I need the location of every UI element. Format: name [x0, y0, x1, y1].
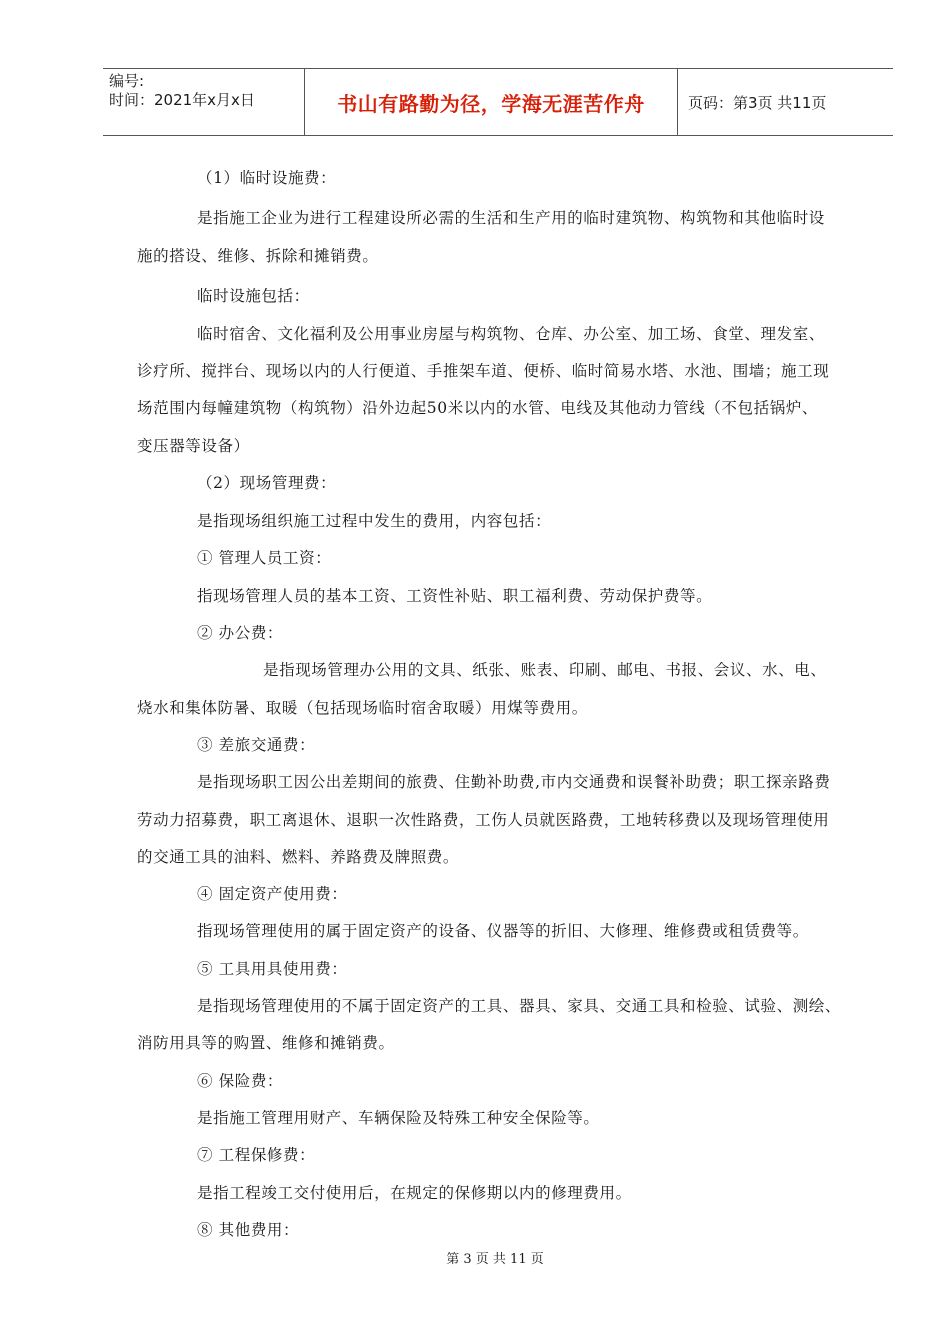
paragraph-line: 是指现场职工因公出差期间的旅费、住勤补助费,市内交通费和误餐补助费；职工探亲路费 — [197, 773, 831, 791]
header-slogan: 书山有路勤为径，学海无涯苦作舟 — [337, 91, 645, 116]
paragraph-line: 劳动力招募费，职工离退休、退职一次性路费，工伤人员就医路费，工地转移费以及现场管理使用 — [137, 811, 830, 829]
header-meta — [103, 69, 304, 135]
list-item-heading: ⑤ 工具用具使用费： — [197, 960, 348, 978]
paragraph-line: 是指施工管理用财产、车辆保险及特殊工种安全保险等。 — [197, 1109, 600, 1127]
header-page-info: 页码：第3页 共11页 — [688, 93, 827, 112]
list-item-heading: ⑦ 工程保修费： — [197, 1146, 316, 1164]
paragraph-line: 是指工程竣工交付使用后，在规定的保修期以内的修理费用。 — [197, 1184, 632, 1202]
paragraph-line: 消防用具等的购置、维修和摊销费。 — [137, 1034, 395, 1052]
paragraph-line: 是指现场组织施工过程中发生的费用，内容包括： — [197, 512, 552, 530]
date-label: 时间：2021年x月x日 — [109, 91, 255, 109]
list-item-heading: ⑧ 其他费用： — [197, 1221, 300, 1239]
paragraph-line: 场范围内每幢建筑物（构筑物）沿外边起50米以内的水管、电线及其他动力管线（不包括锅炉、 — [137, 399, 819, 417]
paragraph-line: 的交通工具的油料、燃料、养路费及牌照费。 — [137, 848, 460, 866]
list-item-heading: ② 办公费： — [197, 624, 284, 642]
paragraph-line: 指现场管理人员的基本工资、工资性补贴、职工福利费、劳动保护费等。 — [197, 587, 713, 605]
paragraph-line: 施的搭设、维修、拆除和摊销费。 — [137, 247, 379, 265]
list-item-heading: ⑥ 保险费： — [197, 1072, 284, 1090]
paragraph-line: 是指现场管理使用的不属于固定资产的工具、器具、家具、交通工具和检验、试验、测绘、 — [197, 997, 842, 1015]
header-slogan-cell — [304, 69, 678, 135]
list-item-heading: ④ 固定资产使用费： — [197, 885, 348, 903]
paragraph-line: 变压器等设备） — [137, 437, 250, 455]
page-footer: 第 3 页 共 11 页 — [446, 1252, 544, 1267]
paragraph-line: 是指现场管理办公用的文具、纸张、账表、印刷、邮电、书报、会议、水、电、 — [263, 661, 827, 679]
number-label: 编号: — [109, 72, 145, 90]
page-header — [103, 68, 893, 136]
section-heading: （2）现场管理费： — [197, 474, 337, 492]
paragraph-line: 是指施工企业为进行工程建设所必需的生活和生产用的临时建筑物、构筑物和其他临时设 — [197, 209, 825, 227]
paragraph-line: 临时宿舍、文化福利及公用事业房屋与构筑物、仓库、办公室、加工场、食堂、理发室、 — [197, 325, 825, 343]
list-item-heading: ① 管理人员工资： — [197, 549, 332, 567]
paragraph-line: 临时设施包括： — [197, 287, 310, 305]
paragraph-line: 指现场管理使用的属于固定资产的设备、仪器等的折旧、大修理、维修费或租赁费等。 — [197, 922, 809, 940]
list-item-heading: ③ 差旅交通费： — [197, 736, 316, 754]
section-heading: （1）临时设施费： — [197, 169, 337, 187]
paragraph-line: 烧水和集体防暑、取暖（包括现场临时宿舍取暖）用煤等费用。 — [137, 699, 588, 717]
paragraph-line: 诊疗所、搅拌台、现场以内的人行便道、手推架车道、便桥、临时简易水塔、水池、围墙；施工现 — [137, 362, 830, 380]
